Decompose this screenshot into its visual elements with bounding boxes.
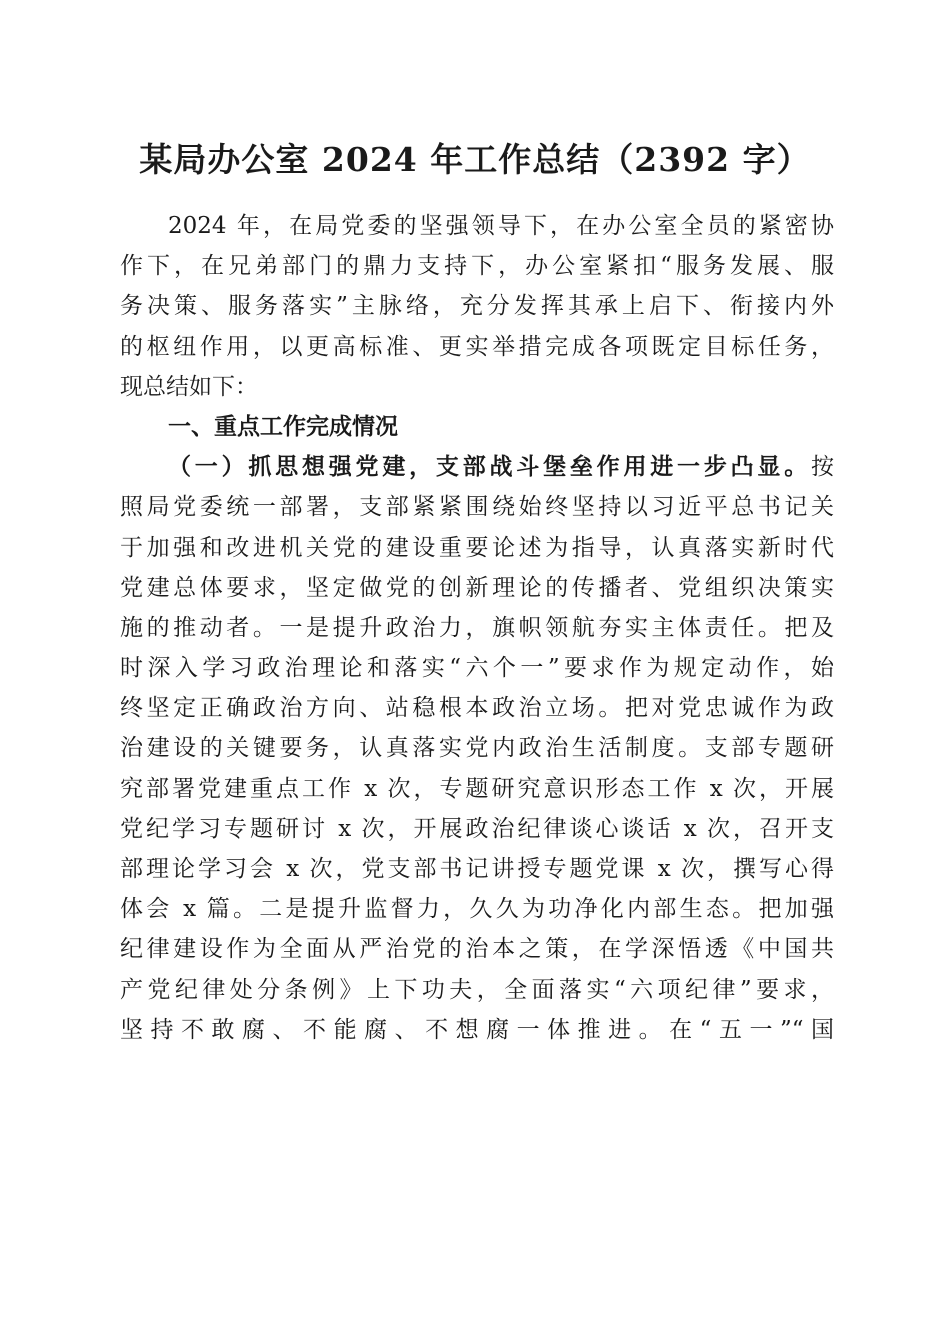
paragraph-line: 时深入学习政治理论和落实“六个一”要求作为规定动作，始 <box>120 655 834 682</box>
paragraph-line: 纪律建设作为全面从严治党的治本之策，在学深悟透《中国共 <box>120 936 834 963</box>
paragraph-line: 部理论学习会 x 次，党支部书记讲授专题党课 x 次，撰写心得 <box>120 856 834 882</box>
paragraph-line: 现总结如下： <box>120 373 258 400</box>
section-heading: 一、重点工作完成情况 <box>168 413 398 440</box>
document-title: 某局办公室 2024 年工作总结（2392 字） <box>139 140 811 179</box>
paragraph-line: 2024 年，在局党委的坚强领导下，在办公室全员的紧密协 <box>168 213 834 239</box>
paragraph-line: 产党纪律处分条例》上下功夫，全面落实“六项纪律”要求， <box>120 976 834 1003</box>
paragraph-line: 坚持不敢腐、不能腐、不想腐一体推进。在“五一”“国 <box>120 1016 834 1043</box>
paragraph-line: 于加强和改进机关党的建设重要论述为指导，认真落实新时代 <box>120 534 834 561</box>
paragraph-line <box>120 447 834 487</box>
paragraph-line: 体会 x 篇。二是提升监督力，久久为功净化内部生态。把加强 <box>120 896 834 923</box>
paragraph-line: 党纪学习专题研讨 x 次，开展政治纪律谈心谈话 x 次，召开支 <box>120 815 834 842</box>
paragraph-line-tail: 按 <box>811 454 834 481</box>
paragraph-line: 施的推动者。一是提升政治力，旗帜领航夯实主体责任。把及 <box>120 614 834 641</box>
paragraph-line: 的枢纽作用，以更高标准、更实举措完成各项既定目标任务， <box>120 333 834 360</box>
paragraph-line: 党建总体要求，坚定做党的创新理论的传播者、党组织决策实 <box>120 574 834 601</box>
paragraph-line: 作下，在兄弟部门的鼎力支持下，办公室紧扣“服务发展、服 <box>120 253 834 280</box>
paragraph-line: 照局党委统一部署，支部紧紧围绕始终坚持以习近平总书记关 <box>120 494 834 521</box>
document-body <box>120 206 834 1050</box>
subsection-heading: （一）抓思想强党建，支部战斗堡垒作用进一步凸显。 <box>168 453 811 481</box>
paragraph-line: 治建设的关键要务，认真落实党内政治生活制度。支部专题研 <box>120 735 834 762</box>
paragraph-line: 究部署党建重点工作 x 次，专题研究意识形态工作 x 次，开展 <box>120 775 834 802</box>
paragraph-line: 务决策、服务落实”主脉络，充分发挥其承上启下、衔接内外 <box>120 293 834 320</box>
paragraph-line: 终坚定正确政治方向、站稳根本政治立场。把对党忠诚作为政 <box>120 695 834 722</box>
